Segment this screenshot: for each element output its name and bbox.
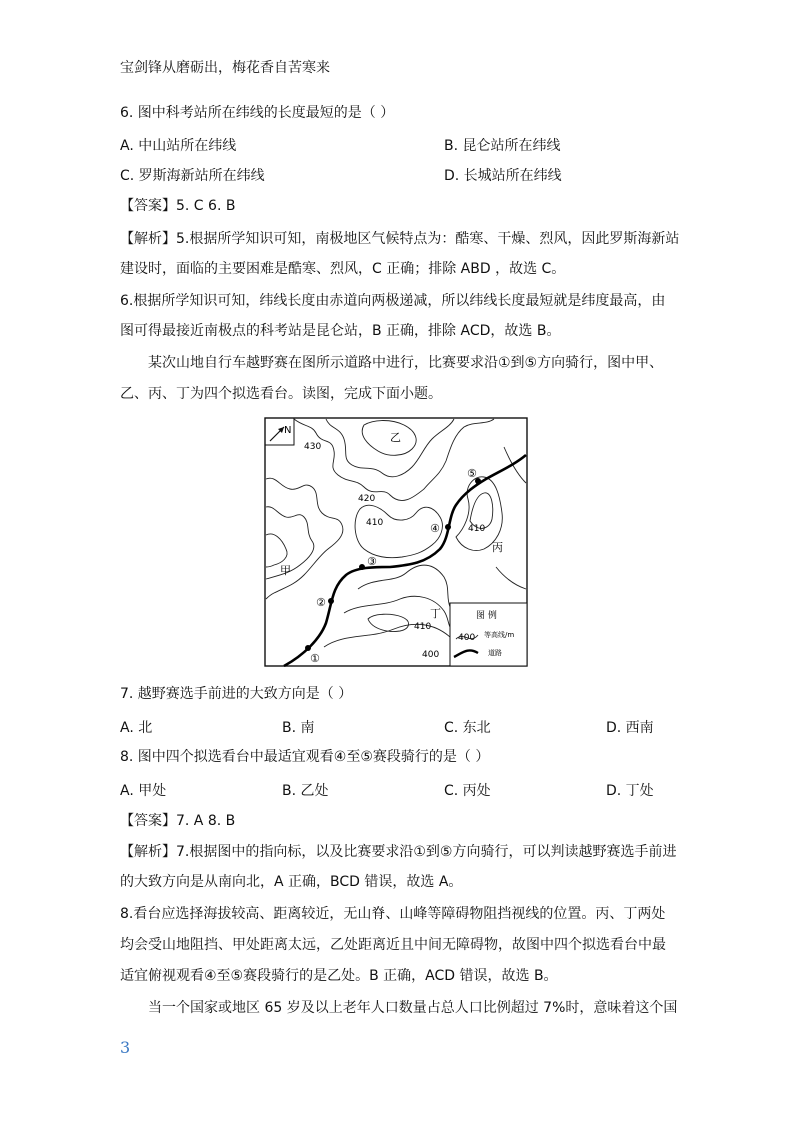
north-label: N — [284, 425, 292, 436]
analysis-5-line-1: 【解析】5.根据所学知识可知，南极地区气候特点为：酷寒、干燥、烈风，因此罗斯海新站 — [120, 231, 680, 247]
question-7-stem: 7. 越野赛选手前进的大致方向是（ ） — [120, 686, 353, 702]
contour-label-410-a: 410 — [366, 518, 384, 528]
road-label-5: ⑤ — [467, 467, 477, 480]
contour-label-420: 420 — [358, 494, 376, 504]
analysis-8-line-2: 均会受山地阻挡、甲处距离太远，乙处距离近且中间无障碍物，故图中四个拟选看台中最 — [120, 937, 666, 953]
intro-line-2: 乙、丙、丁为四个拟选看台。读图，完成下面小题。 — [120, 386, 442, 402]
question-7-option-b: B. 南 — [282, 720, 315, 736]
analysis-7-line-1: 【解析】7.根据图中的指向标，以及比赛要求沿①到⑤方向骑行，可以判读越野赛选手前进 — [120, 844, 677, 860]
answer-5-6: 【答案】5. C 6. B — [120, 198, 236, 214]
road-point-2 — [328, 598, 334, 604]
site-jia: 甲 — [280, 564, 291, 577]
contour-label-430: 430 — [304, 442, 322, 452]
question-6-option-d: D. 长城站所在纬线 — [444, 168, 562, 184]
road-label-4: ④ — [430, 522, 440, 535]
analysis-8-line-3: 适宜俯视观看④至⑤赛段骑行的是乙处。B 正确，ACD 错误，故选 B。 — [120, 968, 558, 984]
question-6-option-c: C. 罗斯海新站所在纬线 — [120, 168, 265, 184]
road-point-4 — [445, 524, 451, 530]
road-label-3: ③ — [367, 555, 377, 568]
contour-label-400: 400 — [422, 650, 440, 660]
page-header-motto: 宝剑锋从磨砺出，梅花香自苦寒来 — [120, 60, 330, 76]
legend-road-label: 道路 — [488, 649, 502, 657]
page-number: 3 — [120, 1038, 131, 1057]
contour-map — [264, 417, 528, 667]
road-point-1 — [305, 645, 311, 651]
question-6-option-a: A. 中山站所在纬线 — [120, 138, 237, 154]
question-7-option-c: C. 东北 — [444, 720, 491, 736]
question-7-option-a: A. 北 — [120, 720, 153, 736]
analysis-5-line-2: 建设时，面临的主要困难是酷寒、烈风，C 正确；排除 ABD ，故选 C。 — [120, 261, 566, 277]
analysis-7-line-2: 的大致方向是从南向北，A 正确，BCD 错误，故选 A。 — [120, 874, 463, 890]
site-ding: 丁 — [430, 607, 441, 620]
contour-label-410-c: 410 — [414, 622, 432, 632]
question-8-option-d: D. 丁处 — [606, 783, 654, 799]
question-8-stem: 8. 图中四个拟选看台中最适宜观看④至⑤赛段骑行的是（ ） — [120, 749, 490, 765]
road-point-3 — [359, 564, 365, 570]
question-7-option-d: D. 西南 — [606, 720, 654, 736]
intro-line-1: 某次山地自行车越野赛在图所示道路中进行，比赛要求沿①到⑤方向骑行，图中甲、 — [148, 355, 664, 371]
question-8-option-b: B. 乙处 — [282, 783, 329, 799]
legend-title: 图 例 — [476, 611, 497, 621]
analysis-6-line-1: 6.根据所学知识可知，纬线长度由赤道向两极递减，所以纬线长度最短就是纬度最高，由 — [120, 293, 666, 309]
road-label-1: ① — [310, 652, 320, 665]
question-6-option-b: B. 昆仑站所在纬线 — [444, 138, 561, 154]
next-section-intro: 当一个国家或地区 65 岁及以上老年人口数量占总人口比例超过 7%时，意味着这个国 — [148, 1000, 678, 1016]
road-label-2: ② — [316, 596, 326, 609]
answer-7-8: 【答案】7. A 8. B — [120, 813, 236, 829]
site-yi: 乙 — [390, 431, 401, 444]
question-8-option-c: C. 丙处 — [444, 783, 491, 799]
analysis-8-line-1: 8.看台应选择海拔较高、距离较近，无山脊、山峰等障碍物阻挡视线的位置。丙、丁两处 — [120, 906, 666, 922]
contour-label-410-b: 410 — [468, 524, 486, 534]
question-6-stem: 6. 图中科考站所在纬线的长度最短的是（ ） — [120, 105, 395, 121]
legend-contour-value: 400 — [458, 633, 476, 643]
analysis-6-line-2: 图可得最接近南极点的科考站是昆仑站，B 正确，排除 ACD，故选 B。 — [120, 323, 561, 339]
legend-contour-label: 等高线/m — [484, 631, 515, 639]
site-bing: 丙 — [492, 541, 503, 554]
question-8-option-a: A. 甲处 — [120, 783, 167, 799]
